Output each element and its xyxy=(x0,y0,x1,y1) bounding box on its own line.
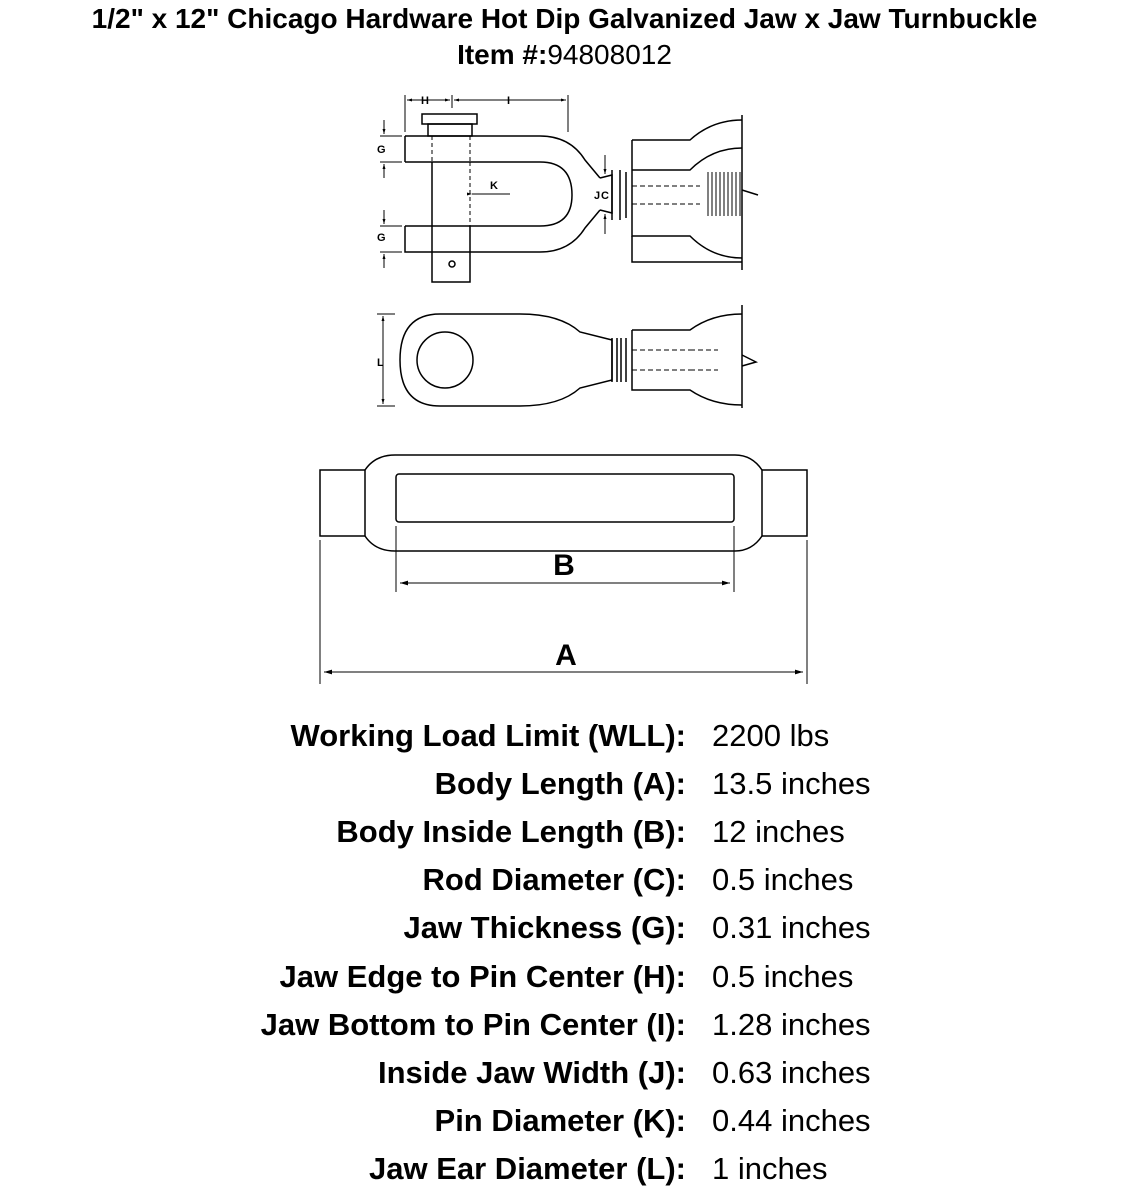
dim-label-i: I xyxy=(507,95,511,107)
spec-value: 0.5 inches xyxy=(712,959,854,994)
spec-value: 2200 lbs xyxy=(712,718,830,753)
dim-label-g-bottom: G xyxy=(377,232,386,244)
spec-label: Body Length (A): xyxy=(434,766,686,801)
spec-label: Jaw Thickness (G): xyxy=(403,910,686,945)
page-title: 1/2" x 12" Chicago Hardware Hot Dip Galvanized Jaw x Jaw Turnbuckle xyxy=(91,3,1038,34)
spec-label: Rod Diameter (C): xyxy=(422,862,686,897)
spec-row xyxy=(0,808,1129,856)
spec-row xyxy=(0,1049,1129,1097)
dim-label-g-top: G xyxy=(377,144,386,156)
spec-label: Jaw Ear Diameter (L): xyxy=(369,1151,686,1186)
spec-row xyxy=(0,856,1129,904)
spec-label: Body Inside Length (B): xyxy=(336,814,686,849)
jaw-top-view xyxy=(405,114,758,282)
spec-row xyxy=(0,1001,1129,1049)
spec-value: 13.5 inches xyxy=(712,766,871,801)
spec-value: 0.31 inches xyxy=(712,910,871,945)
spec-value: 0.5 inches xyxy=(712,862,854,897)
jaw-side-view xyxy=(400,305,756,408)
spec-row xyxy=(0,953,1129,1001)
top-view-dim-labels xyxy=(377,95,609,244)
spec-value: 1.28 inches xyxy=(712,1007,871,1042)
dim-label-l: L xyxy=(377,357,384,369)
spec-value: 0.44 inches xyxy=(712,1103,871,1138)
dim-label-a: A xyxy=(555,639,577,672)
dim-label-h: H xyxy=(421,95,429,107)
spec-row xyxy=(0,1145,1129,1193)
spec-label: Pin Diameter (K): xyxy=(434,1103,686,1138)
item-number: 94808012 xyxy=(547,39,672,70)
spec-value: 12 inches xyxy=(712,814,845,849)
spec-label: Inside Jaw Width (J): xyxy=(377,1055,686,1090)
dim-label-j: J xyxy=(594,190,601,202)
item-label: Item #: xyxy=(457,39,548,70)
spec-label: Jaw Edge to Pin Center (H): xyxy=(279,959,686,994)
spec-value: 1 inches xyxy=(712,1151,828,1186)
spec-value: 0.63 inches xyxy=(712,1055,871,1090)
thread-hatch-top xyxy=(708,172,740,216)
dim-label-b: B xyxy=(553,549,575,582)
spec-row xyxy=(0,712,1129,760)
dim-label-k: K xyxy=(490,180,498,192)
spec-row xyxy=(0,904,1129,952)
spec-label: Working Load Limit (WLL): xyxy=(290,718,686,753)
spec-row xyxy=(0,1097,1129,1145)
dim-label-c: C xyxy=(601,190,609,202)
spec-label: Jaw Bottom to Pin Center (I): xyxy=(260,1007,686,1042)
spec-row xyxy=(0,760,1129,808)
